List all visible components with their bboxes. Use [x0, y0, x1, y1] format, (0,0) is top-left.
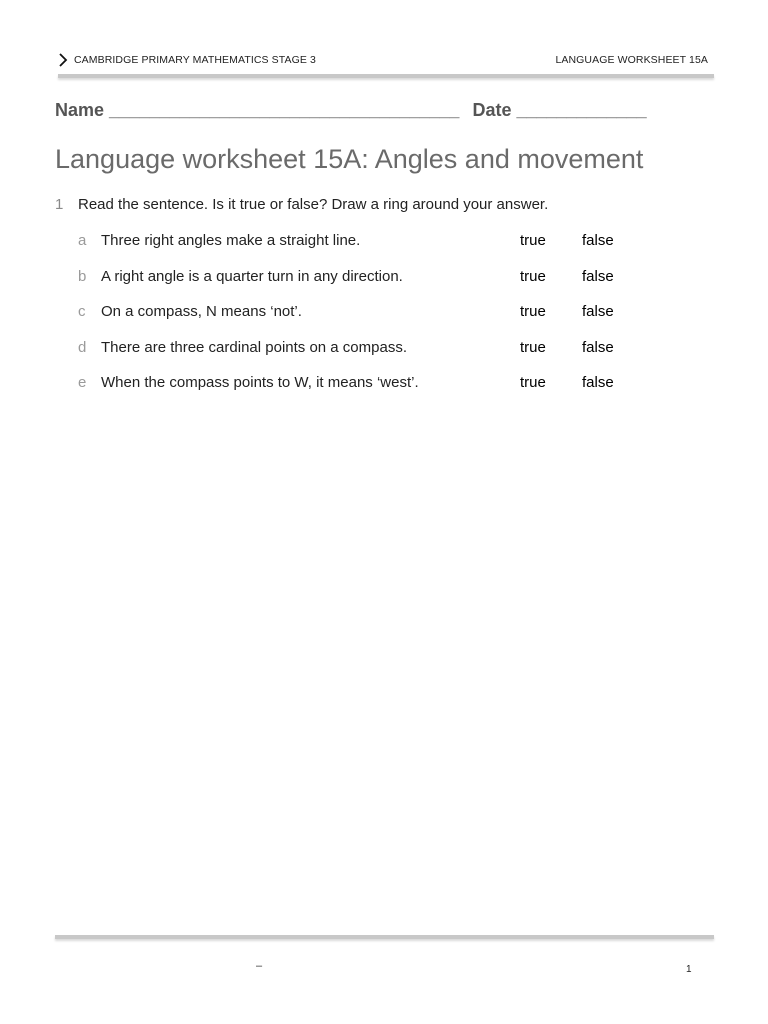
answer-true-option[interactable]: true [520, 303, 546, 320]
header-course-title: CAMBRIDGE PRIMARY MATHEMATICS STAGE 3 [74, 54, 316, 66]
question-item-a [78, 232, 638, 252]
item-letter: e [78, 374, 87, 391]
date-label: Date [472, 100, 512, 120]
answer-true-option[interactable]: true [520, 374, 546, 391]
question-instruction: Read the sentence. Is it true or false? Draw a ring around your answer. [78, 196, 549, 213]
answer-false-option[interactable]: false [582, 339, 614, 356]
item-letter: a [78, 232, 87, 249]
name-label: Name [55, 100, 105, 120]
header-left [58, 53, 316, 67]
question-number: 1 [55, 196, 64, 213]
footer-divider [55, 935, 714, 939]
question-item-d [78, 339, 638, 359]
page-number: 1 [686, 964, 692, 975]
answer-false-option[interactable]: false [582, 303, 614, 320]
page-header [58, 50, 708, 70]
answer-false-option[interactable]: false [582, 232, 614, 249]
item-letter: d [78, 339, 87, 356]
header-worksheet-label: LANGUAGE WORKSHEET 15A [555, 54, 708, 66]
date-blank[interactable]: _____________ [516, 100, 647, 120]
answer-false-option[interactable]: false [582, 268, 614, 285]
header-divider [58, 74, 714, 78]
item-text: A right angle is a quarter turn in any direction. [101, 268, 403, 285]
answer-true-option[interactable]: true [520, 339, 546, 356]
worksheet-title: Language worksheet 15A: Angles and movement [55, 144, 644, 174]
item-letter: c [78, 303, 86, 320]
chevron-right-icon [58, 53, 68, 67]
item-text: On a compass, N means ‘not’. [101, 303, 302, 320]
item-text: There are three cardinal points on a compass. [101, 339, 407, 356]
name-date-line [55, 100, 705, 121]
question-item-e [78, 374, 638, 394]
question-item-c [78, 303, 638, 323]
answer-false-option[interactable]: false [582, 374, 614, 391]
item-letter: b [78, 268, 87, 285]
question-1 [55, 196, 548, 213]
answer-true-option[interactable]: true [520, 268, 546, 285]
name-blank[interactable]: ___________________________________ [109, 100, 460, 120]
item-text: Three right angles make a straight line. [101, 232, 361, 249]
question-item-b [78, 268, 638, 288]
item-text: When the compass points to W, it means ‘west’. [101, 374, 419, 391]
answer-true-option[interactable]: true [520, 232, 546, 249]
footer-dash: – [256, 960, 263, 972]
